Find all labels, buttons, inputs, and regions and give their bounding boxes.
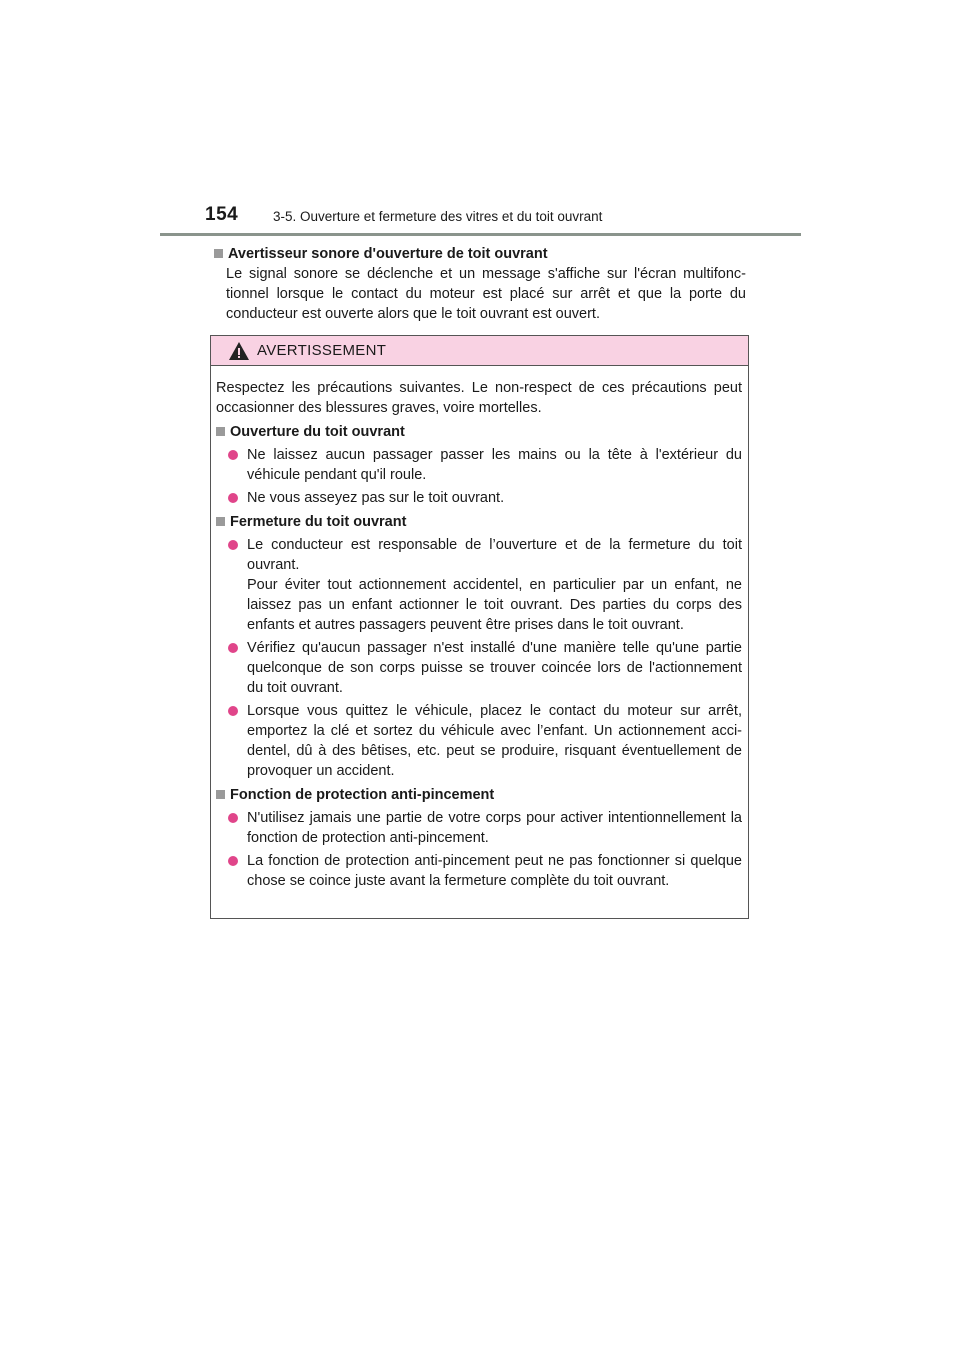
list-item-text: Ne laissez aucun passager passer les mains ou la tête à l'extérieur du véhicule pendant qu'il roule. [247,447,742,483]
list-item [216,445,742,485]
list-item [216,808,742,848]
intro-heading-text: Avertisseur sonore d'ouverture de toit ouvrant [228,246,548,262]
list-item [216,488,742,508]
intro-section [214,244,746,324]
warning-content [211,366,748,891]
bullet-dot-icon [228,813,238,823]
list-item [216,638,742,698]
warning-triangle-icon [228,341,250,361]
bullet-dot-icon [228,540,238,550]
list-item-text: La fonction de protection anti-pincement peut ne pas fonctionner si quelque chose se coince juste avant la fermeture complète du toit ouvrant. [247,853,742,889]
header-rule [160,233,801,236]
list-item-text: Ne vous asseyez pas sur le toit ouvrant. [247,490,505,506]
bullet-dot-icon [228,706,238,716]
warning-section-heading [216,785,742,805]
page-number: 154 [205,204,239,225]
bullet-dot-icon [228,643,238,653]
warning-section-heading [216,422,742,442]
bullet-dot-icon [228,493,238,503]
section-heading-text: Ouverture du toit ouvrant [230,424,405,440]
section-title: 3-5. Ouverture et fermeture des vitres et du toit ouvrant [273,209,603,224]
square-bullet-icon [214,249,223,258]
page-header [205,204,801,234]
warning-title: AVERTISSEMENT [257,342,387,359]
bullet-dot-icon [228,856,238,866]
list-item [216,851,742,891]
list-item-text: Pour éviter tout actionnement accidentel, en particulier par un enfant, ne laissez pas un enfant actionner le toit ouvrant. Des parties du corps des enfants et autres passagers peuvent être prises dans le toit ouvrant. [247,577,742,633]
warning-intro: Respectez les précautions suivantes. Le non-respect de ces précautions peut occasionner des blessures graves, voire mortelles. [216,380,742,416]
list-item-text: Lorsque vous quittez le véhicule, placez le contact du moteur sur arrêt, emportez la clé et sortez du véhicule avec l’enfant. Un actionnement acci-dentel, dû à des bêtises, etc. peut se produire, risquant éventuellement de provoquer un accident. [247,703,742,779]
bullet-dot-icon [228,450,238,460]
list-item-text: Le conducteur est responsable de l’ouverture et de la fermeture du toit ouvrant. [247,537,742,573]
warning-box [210,335,749,919]
list-item [216,701,742,781]
square-bullet-icon [216,790,225,799]
square-bullet-icon [216,427,225,436]
list-item-text: N'utilisez jamais une partie de votre corps pour activer intentionnellement la fonction de protection anti-pincement. [247,810,742,846]
square-bullet-icon [216,517,225,526]
list-item-text: Vérifiez qu'aucun passager n'est installé d'une manière telle qu'une partie quelconque de son corps puisse se trouver coincée lors de l'actionnement du toit ouvrant. [247,640,742,696]
intro-body: Le signal sonore se déclenche et un message s'affiche sur l'écran multifonc-tionnel lorsque le contact du moteur est placé sur arrêt et que la porte du conducteur est ouverte alors que le toit ouvrant est ouvert. [226,266,746,322]
section-heading-text: Fonction de protection anti-pincement [230,787,495,803]
list-item [216,535,742,635]
warning-header [211,336,748,366]
intro-heading [214,244,746,264]
warning-section-heading [216,512,742,532]
section-heading-text: Fermeture du toit ouvrant [230,514,407,530]
